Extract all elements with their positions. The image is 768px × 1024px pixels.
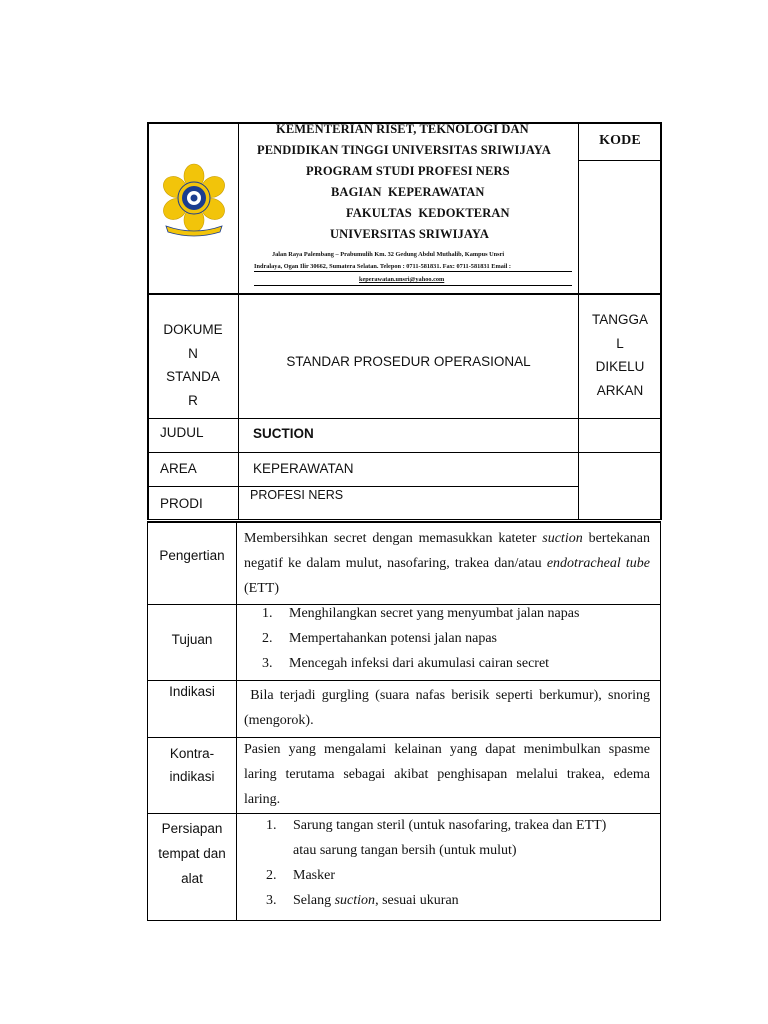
text-run: , sesuai ukuran	[375, 893, 459, 908]
judul-value: SUCTION	[253, 426, 314, 441]
list-text: Mencegah infeksi dari akumulasi cairan secret	[289, 656, 550, 671]
border-line	[147, 813, 661, 814]
label-line: indikasi	[169, 769, 215, 784]
list-text	[293, 893, 459, 909]
address-line: Jalan Raya Palembang – Prabumulih Km. 32 Gedung Abdul Muthalib, Kampus Unsri	[272, 251, 505, 258]
list-text: Masker	[293, 868, 335, 883]
indikasi-text: Bila terjadi gurgling (suara nafas berisik seperti berkumur), snoring (mengorok).	[244, 688, 654, 728]
address-rule	[254, 271, 572, 272]
border-line	[147, 680, 661, 681]
list-text: atau sarung tangan bersih (untuk mulut)	[293, 843, 517, 858]
text-run: Membersihkan secret dengan memasukkan kateter	[244, 531, 543, 546]
border-line	[147, 418, 661, 419]
list-number: 1.	[266, 818, 277, 833]
area-label: AREA	[160, 461, 197, 476]
border-line	[660, 521, 661, 921]
list-number: 2.	[266, 868, 277, 883]
institution-line: PROGRAM STUDI PROFESI NERS	[306, 164, 510, 178]
pengertian-text	[244, 526, 650, 601]
label-line: ARKAN	[596, 382, 644, 398]
institution-line: KEMENTERIAN RISET, TEKNOLOGI DAN	[276, 122, 529, 136]
label-line: TANGGA	[591, 312, 648, 327]
border-line	[147, 521, 661, 523]
label-line: DIKELU	[595, 359, 645, 374]
border-line	[238, 122, 239, 293]
border-line	[147, 452, 149, 520]
label-line: N	[188, 345, 198, 361]
list-number: 1.	[262, 606, 273, 621]
indikasi-label: Indikasi	[169, 684, 215, 699]
border-line	[147, 604, 661, 605]
list-number: 3.	[266, 893, 277, 908]
label-line: DOKUME	[163, 322, 223, 337]
kontra-indikasi-label	[148, 742, 236, 788]
border-line	[147, 293, 661, 295]
list-text: Mempertahankan potensi jalan napas	[289, 631, 497, 646]
tanggal-dikeluarkan-label	[580, 308, 660, 402]
list-text: Menghilangkan secret yang menyumbat jalan napas	[289, 606, 580, 621]
label-line: alat	[181, 871, 203, 886]
tujuan-label: Tujuan	[171, 632, 213, 647]
text-run: Selang	[293, 893, 335, 908]
institution-line: UNIVERSITAS SRIWIJAYA	[330, 227, 489, 241]
label-line: R	[188, 392, 198, 408]
kontra-indikasi-text: Pasien yang mengalami kelainan yang dapat menimbulkan spasme laring terutama sebagai akibat penghisapan melalui trakea, edema laring.	[244, 742, 650, 807]
institution-line: FAKULTAS KEDOKTERAN	[346, 206, 510, 220]
list-number: 3.	[262, 656, 273, 671]
area-value: KEPERAWATAN	[253, 461, 354, 476]
persiapan-label	[148, 816, 236, 891]
institution-line: BAGIAN KEPERAWATAN	[331, 185, 485, 199]
pengertian-label: Pengertian	[159, 548, 225, 563]
label-line: STANDA	[166, 369, 220, 384]
label-line: tempat dan	[158, 846, 226, 861]
text-run-italic: endotracheal tube	[546, 556, 650, 571]
border-line	[579, 160, 661, 161]
email-link[interactable]: keperawatan.unsri@yahoo.com	[359, 276, 445, 283]
border-line	[147, 486, 579, 487]
text-run-italic: suction	[542, 531, 583, 546]
text-run: bertekanan negatif ke dalam mulut, nasofaring, trakea dan/atau	[244, 531, 650, 571]
kode-label: KODE	[599, 133, 641, 148]
border-line	[660, 122, 662, 520]
border-line	[147, 122, 149, 453]
border-line	[147, 519, 661, 520]
list-text: Sarung tangan steril (untuk nasofaring, trakea dan ETT)	[293, 818, 607, 833]
text-run: (ETT)	[244, 581, 279, 596]
judul-label: JUDUL	[160, 425, 204, 440]
address-line: Indralaya, Ogan Ilir 30662, Sumatera Selatan. Telepon : 0711-581831. Fax: 0711-581831 Email :	[254, 263, 512, 270]
dokumen-standar-label	[150, 318, 236, 412]
text-run-italic: suction	[334, 893, 376, 908]
border-line	[147, 920, 661, 921]
prodi-value: PROFESI NERS	[250, 488, 344, 502]
border-line	[236, 521, 237, 921]
sriwijaya-logo-icon	[158, 160, 230, 240]
sop-title: STANDAR PROSEDUR OPERASIONAL	[286, 354, 531, 369]
label-line: L	[616, 335, 624, 351]
list-number: 2.	[262, 631, 273, 646]
prodi-label: PRODI	[160, 496, 203, 511]
university-logo	[158, 160, 230, 240]
border-line	[147, 452, 661, 453]
label-line: Persiapan	[161, 821, 223, 836]
label-line: Kontra-	[169, 746, 215, 761]
address-rule	[254, 285, 572, 286]
institution-line: PENDIDIKAN TINGGI UNIVERSITAS SRIWIJAYA	[257, 143, 551, 157]
